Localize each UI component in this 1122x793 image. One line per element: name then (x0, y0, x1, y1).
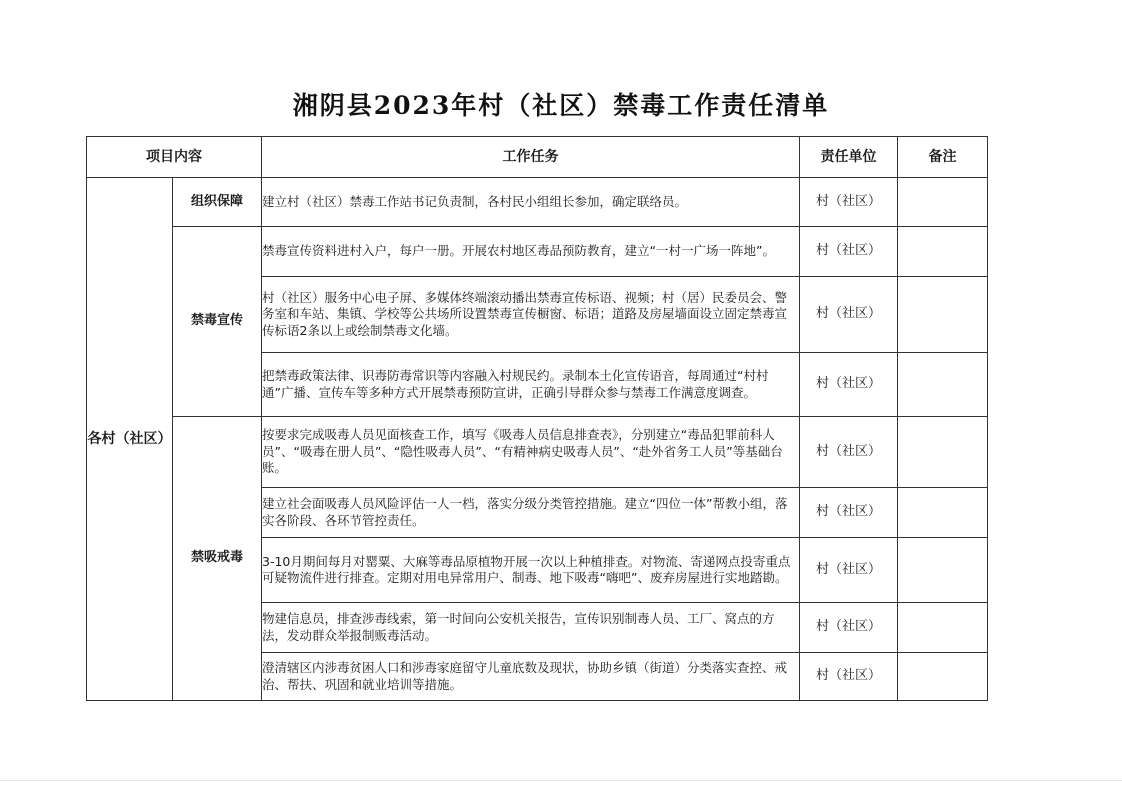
remarks-cell (898, 277, 988, 353)
category-prohibition: 禁吸戒毒 (173, 417, 262, 701)
header-remarks: 备注 (898, 137, 988, 178)
table-row (87, 227, 988, 277)
responsible-cell: 村（社区） (800, 417, 898, 488)
responsible-cell: 村（社区） (800, 277, 898, 353)
task-cell: 建立村（社区）禁毒工作站书记负责制，各村民小组组长参加，确定联络员。 (262, 178, 800, 227)
category-publicity: 禁毒宣传 (173, 227, 262, 417)
remarks-cell (898, 417, 988, 488)
remarks-cell (898, 178, 988, 227)
task-cell: 物建信息员，排查涉毒线索，第一时间向公安机关报告，宣传识别制毒人员、工厂、窝点的方法，发动群众举报制贩毒活动。 (262, 603, 800, 653)
remarks-cell (898, 488, 988, 538)
task-cell: 禁毒宣传资料进村入户，每户一册。开展农村地区毒品预防教育，建立“一村一广场一阵地”。 (262, 227, 800, 277)
header-responsible: 责任单位 (800, 137, 898, 178)
task-cell: 澄清辖区内涉毒贫困人口和涉毒家庭留守儿童底数及现状，协助乡镇（街道）分类落实查控、戒治、帮扶、巩固和就业培训等措施。 (262, 653, 800, 701)
task-cell: 建立社会面吸毒人员风险评估一人一档，落实分级分类管控措施。建立“四位一体”帮教小组，落实各阶段、各环节管控责任。 (262, 488, 800, 538)
category-organization: 组织保障 (173, 178, 262, 227)
document-title: 湘阴县2023年村（社区）禁毒工作责任清单 (292, 91, 830, 120)
task-cell: 村（社区）服务中心电子屏、多媒体终端滚动播出禁毒宣传标语、视频；村（居）民委员会、警务室和车站、集镇、学校等公共场所设置禁毒宣传橱窗、标语；道路及房屋墙面设立固定禁毒宣传标语2条以上或绘制禁毒文化墙。 (262, 277, 800, 353)
remarks-cell (898, 603, 988, 653)
responsibility-table (86, 136, 988, 701)
responsible-cell: 村（社区） (800, 653, 898, 701)
responsible-cell: 村（社区） (800, 353, 898, 417)
responsible-cell: 村（社区） (800, 227, 898, 277)
header-task: 工作任务 (262, 137, 800, 178)
table-row (87, 178, 988, 227)
unit-cell: 各村（社区） (87, 178, 173, 701)
responsible-cell: 村（社区） (800, 603, 898, 653)
header-project: 项目内容 (87, 137, 262, 178)
task-cell: 把禁毒政策法律、识毒防毒常识等内容融入村规民约。录制本土化宣传语音，每周通过“村村通”广播、宣传车等多种方式开展禁毒预防宣讲，正确引导群众参与禁毒工作满意度调查。 (262, 353, 800, 417)
scan-edge-line (0, 780, 1122, 781)
task-cell: 3-10月期间每月对罂粟、大麻等毒品原植物开展一次以上种植排查。对物流、寄递网点投寄重点可疑物流件进行排查。定期对用电异常用户、制毒、地下吸毒“嗨吧”、废弃房屋进行实地踏勘。 (262, 538, 800, 603)
responsible-cell: 村（社区） (800, 488, 898, 538)
remarks-cell (898, 653, 988, 701)
remarks-cell (898, 227, 988, 277)
remarks-cell (898, 353, 988, 417)
responsible-cell: 村（社区） (800, 178, 898, 227)
remarks-cell (898, 538, 988, 603)
table-header-row (87, 137, 988, 178)
responsible-cell: 村（社区） (800, 538, 898, 603)
table-row (87, 417, 988, 488)
task-cell: 按要求完成吸毒人员见面核查工作，填写《吸毒人员信息排查表》，分别建立“毒品犯罪前科人员”、“吸毒在册人员”、“隐性吸毒人员”、“有精神病史吸毒人员”、“赴外省务工人员”等基础台账。 (262, 417, 800, 488)
